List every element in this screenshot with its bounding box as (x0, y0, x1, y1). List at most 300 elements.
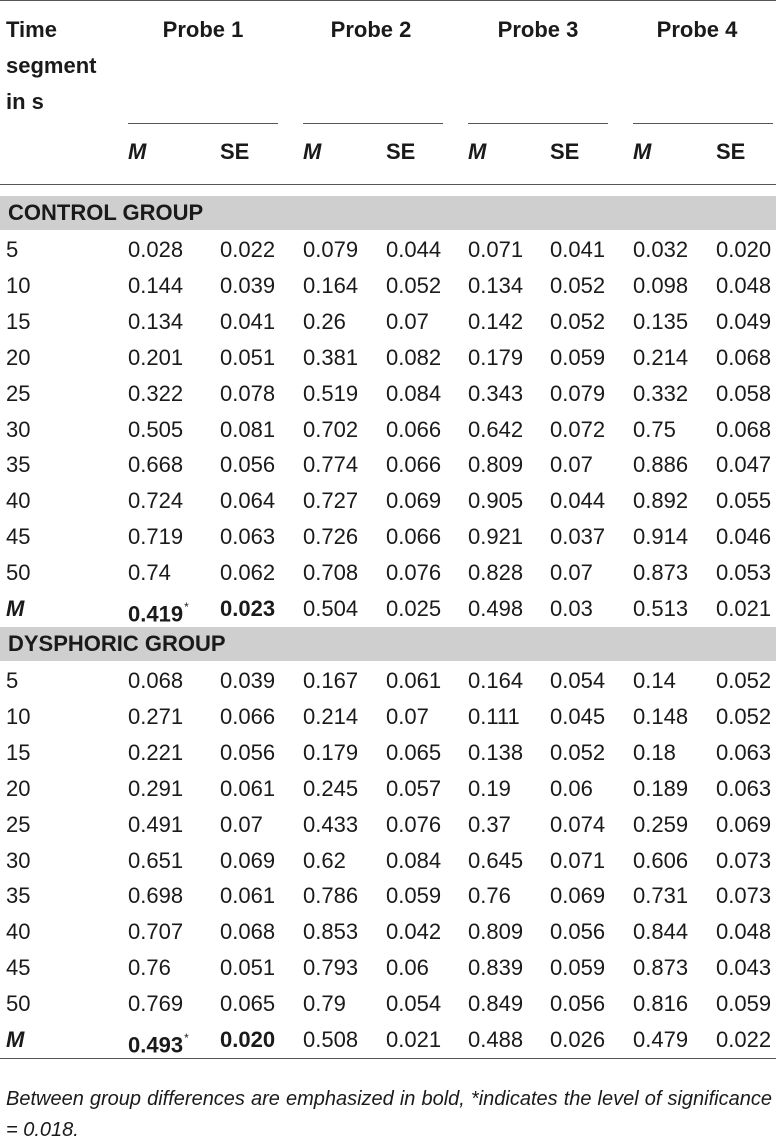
cell-text: 0.731 (633, 883, 689, 909)
mean-value-cell (303, 232, 358, 268)
mean-value-cell (468, 483, 523, 519)
cell-text: 0.816 (633, 991, 689, 1017)
cell-text: 15 (6, 308, 31, 334)
mean-value-cell (633, 1022, 688, 1058)
probe-2-m-header: M (303, 139, 322, 164)
se-value-cell (386, 843, 441, 879)
cell-text: 0.063 (220, 524, 276, 550)
time-header-line-1: Time (6, 17, 57, 42)
cell-text: 0.061 (220, 775, 276, 801)
mean-value-cell (303, 591, 358, 627)
cell-text: 0.03 (550, 596, 593, 621)
time-segment-cell (6, 950, 30, 986)
se-value-cell (220, 232, 275, 268)
significance-marker: * (184, 600, 189, 614)
mean-value-cell (128, 555, 171, 591)
cell-text: 0.084 (386, 380, 442, 406)
cell-text: 10 (6, 703, 31, 729)
se-value-cell (220, 376, 275, 412)
table-row (0, 878, 776, 914)
cell-text: 0.37 (468, 811, 511, 837)
table-row (0, 771, 776, 807)
se-value-cell (550, 591, 593, 627)
cell-text: 0.07 (386, 308, 429, 334)
mean-value-cell (468, 591, 523, 627)
mean-value-cell (468, 914, 523, 950)
se-value-cell (386, 663, 441, 699)
se-value-cell (550, 878, 605, 914)
se-value-cell (550, 483, 605, 519)
cell-text: 0.774 (303, 452, 359, 478)
time-segment-cell (6, 986, 30, 1022)
se-value-cell (716, 878, 771, 914)
mean-value-cell (303, 663, 358, 699)
cell-text: 0.698 (128, 883, 184, 909)
cell-text: 0.049 (716, 308, 772, 334)
time-segment-cell (6, 268, 30, 304)
mean-value-cell (468, 447, 523, 483)
cell-text: 0.702 (303, 416, 359, 442)
cell-text: 0.039 (220, 272, 276, 298)
mean-value-cell (633, 232, 688, 268)
cell-text: 0.057 (386, 775, 442, 801)
cell-text: 0.059 (716, 991, 772, 1017)
cell-text: 0.048 (716, 919, 772, 945)
cell-text: 0.078 (220, 380, 276, 406)
cell-text: 0.645 (468, 847, 524, 873)
cell-text: 35 (6, 452, 31, 478)
mean-label (6, 591, 24, 627)
mean-value-cell (468, 699, 520, 735)
cell-text: 0.828 (468, 560, 524, 586)
cell-text: 0.148 (633, 703, 689, 729)
cell-text: 0.769 (128, 991, 184, 1017)
cell-text: 0.708 (303, 560, 359, 586)
cell-text: 0.047 (716, 452, 772, 478)
cell-text: 0.052 (716, 703, 772, 729)
mean-value-cell (128, 340, 183, 376)
mean-value-cell (468, 304, 523, 340)
cell-text: 0.221 (128, 739, 184, 765)
mean-value-cell (128, 447, 183, 483)
mean-value-cell (128, 807, 183, 843)
se-value-cell (550, 1022, 605, 1058)
cell-text: 0.498 (468, 596, 524, 621)
probe-2-header: Probe 2 (330, 17, 412, 42)
cell-text: 0.079 (550, 380, 606, 406)
cell-text: 50 (6, 560, 31, 586)
cell-text: 5 (6, 237, 19, 262)
mean-value-cell (633, 986, 688, 1022)
mean-value-cell (303, 771, 358, 807)
cell-text: 0.135 (633, 308, 689, 334)
mean-label (6, 1022, 24, 1058)
mean-value-cell (633, 483, 688, 519)
table-row (0, 843, 776, 879)
cell-text: 0.069 (220, 847, 276, 873)
mean-value-cell (633, 268, 688, 304)
se-value-cell (220, 807, 263, 843)
cell-text: 0.167 (303, 668, 359, 693)
mean-value-cell (633, 340, 688, 376)
cell-text: 0.041 (550, 237, 606, 262)
cell-text: 0.020 (220, 1027, 276, 1052)
se-value-cell (716, 735, 771, 771)
probe-4-underline (633, 123, 773, 124)
cell-text: 0.059 (550, 955, 606, 981)
probe-3-m-header: M (468, 139, 487, 164)
cell-text: 0.19 (468, 775, 511, 801)
cell-text: 0.873 (633, 955, 689, 981)
time-segment-cell (6, 483, 30, 519)
mean-value-cell (468, 735, 523, 771)
mean-value-cell (128, 699, 183, 735)
se-value-cell (550, 986, 605, 1022)
cell-text: 0.059 (550, 344, 606, 370)
se-value-cell (386, 771, 441, 807)
cell-text: 0.042 (386, 919, 442, 945)
cell-text: 0.064 (220, 488, 276, 514)
cell-text: M (6, 596, 25, 621)
mean-value-cell (468, 950, 523, 986)
cell-text: 25 (6, 380, 31, 406)
cell-text: 0.073 (716, 883, 772, 909)
cell-text: 0.021 (386, 1027, 442, 1052)
cell-text: 35 (6, 883, 31, 909)
cell-text: 0.071 (550, 847, 606, 873)
cell-text: 0.051 (220, 344, 276, 370)
cell-text: 0.026 (550, 1027, 606, 1052)
se-value-cell (220, 986, 275, 1022)
se-value-cell (386, 699, 429, 735)
time-segment-cell (6, 843, 30, 879)
cell-text: 0.179 (468, 344, 524, 370)
mean-value-cell (468, 986, 523, 1022)
cell-text: 0.051 (220, 955, 276, 981)
significance-marker: * (184, 1031, 189, 1045)
cell-text: 0.07 (550, 452, 593, 478)
cell-text: 0.028 (128, 237, 184, 262)
time-segment-cell (6, 340, 30, 376)
se-value-cell (716, 699, 771, 735)
cell-text: 0.144 (128, 272, 184, 298)
table-row (0, 807, 776, 843)
mean-value-cell (128, 268, 183, 304)
table-row (0, 950, 776, 986)
se-value-cell (550, 412, 605, 448)
mean-value-cell (128, 878, 183, 914)
mean-value-cell (468, 807, 511, 843)
cell-text: 0.809 (468, 452, 524, 478)
mean-value-cell (303, 735, 358, 771)
cell-text: 0.433 (303, 811, 359, 837)
time-segment-cell (6, 555, 30, 591)
cell-text: 0.07 (220, 811, 263, 837)
se-value-cell (716, 340, 771, 376)
se-value-cell (386, 591, 441, 627)
se-value-cell (716, 483, 771, 519)
mean-value-cell (128, 304, 183, 340)
cell-text: 20 (6, 344, 31, 370)
time-segment-cell (6, 735, 30, 771)
mean-value-cell (303, 340, 358, 376)
table-row (0, 412, 776, 448)
se-value-cell (386, 519, 441, 555)
mean-value-cell (303, 950, 358, 986)
se-value-cell (386, 340, 441, 376)
cell-text: 0.111 (468, 703, 520, 729)
cell-text: 0.045 (550, 703, 606, 729)
cell-text: 0.214 (633, 344, 689, 370)
cell-text: 45 (6, 524, 31, 550)
se-value-cell (220, 340, 275, 376)
se-value-cell (220, 519, 275, 555)
probe-1-se-header: SE (220, 139, 250, 164)
cell-text: 10 (6, 272, 31, 298)
cell-text: 20 (6, 775, 31, 801)
cell-text: 5 (6, 668, 19, 693)
cell-text: 0.164 (468, 668, 524, 693)
cell-text: 0.052 (550, 739, 606, 765)
cell-text: 0.052 (550, 308, 606, 334)
cell-text: 0.873 (633, 560, 689, 586)
mean-value-cell (128, 771, 183, 807)
se-value-cell (386, 807, 441, 843)
cell-text: 0.066 (386, 452, 442, 478)
se-value-cell (220, 735, 275, 771)
se-value-cell (716, 268, 771, 304)
time-segment-cell (6, 878, 30, 914)
mean-value-cell (468, 519, 523, 555)
se-value-cell (220, 555, 275, 591)
se-value-cell (550, 304, 605, 340)
cell-text: 0.74 (128, 560, 171, 586)
mean-value-cell (633, 699, 688, 735)
se-value-cell (716, 304, 771, 340)
cell-text: 0.084 (386, 847, 442, 873)
mean-value-cell (468, 771, 511, 807)
cell-text: 0.914 (633, 524, 689, 550)
mean-value-cell (468, 1022, 523, 1058)
cell-text: 0.853 (303, 919, 359, 945)
cell-text: 0.079 (303, 237, 359, 262)
time-segment-cell (6, 914, 30, 950)
time-header-line-2: segment (6, 53, 97, 78)
cell-text: 0.053 (716, 560, 772, 586)
mean-value-cell (128, 986, 183, 1022)
se-value-cell (220, 447, 275, 483)
se-value-cell (386, 412, 441, 448)
se-value-cell (716, 232, 771, 268)
table-row (0, 340, 776, 376)
se-value-cell (386, 483, 441, 519)
se-value-cell (550, 950, 605, 986)
cell-text: 0.271 (128, 703, 184, 729)
mean-value-cell (633, 807, 688, 843)
cell-text: 0.021 (716, 596, 772, 621)
se-value-cell (716, 412, 771, 448)
se-value-cell (716, 376, 771, 412)
group-header-band (0, 196, 776, 230)
se-value-cell (220, 699, 275, 735)
mean-value-cell (633, 950, 688, 986)
table-row (0, 447, 776, 483)
cell-text: 0.07 (550, 560, 593, 586)
se-value-cell (550, 663, 605, 699)
cell-text: 0.18 (633, 739, 676, 765)
se-value-cell (220, 483, 275, 519)
mean-value-cell (633, 771, 688, 807)
cell-text: 0.066 (220, 703, 276, 729)
cell-text: 0.651 (128, 847, 184, 873)
cell-text: 0.098 (633, 272, 689, 298)
mean-value-cell (303, 699, 358, 735)
cell-text: 0.668 (128, 452, 184, 478)
cell-text: 0.066 (386, 416, 442, 442)
cell-text: 0.504 (303, 596, 359, 621)
cell-text: 0.62 (303, 847, 346, 873)
se-value-cell (550, 232, 605, 268)
cell-text: 50 (6, 991, 31, 1017)
se-value-cell (386, 735, 441, 771)
cell-text: 0.724 (128, 488, 184, 514)
cell-text: 40 (6, 488, 31, 514)
cell-text: 0.508 (303, 1027, 359, 1052)
se-value-cell (716, 555, 771, 591)
se-value-cell (716, 519, 771, 555)
cell-text: 45 (6, 955, 31, 981)
se-value-cell (716, 986, 771, 1022)
cell-text: 0.179 (303, 739, 359, 765)
se-value-cell (386, 304, 429, 340)
cell-text: 0.322 (128, 380, 184, 406)
se-value-cell (716, 663, 771, 699)
se-value-cell (550, 376, 605, 412)
cell-text: 40 (6, 919, 31, 945)
mean-value-cell (128, 663, 183, 699)
cell-text: 0.06 (386, 955, 429, 981)
se-value-cell (220, 950, 275, 986)
mean-value-cell (633, 304, 688, 340)
mean-row (0, 1022, 776, 1058)
se-value-cell (716, 807, 771, 843)
cell-text: 30 (6, 847, 31, 873)
time-segment-cell (6, 663, 18, 699)
cell-text: 0.052 (550, 272, 606, 298)
mean-value-cell (303, 483, 358, 519)
cell-text: 0.849 (468, 991, 524, 1017)
cell-text: 0.069 (550, 883, 606, 909)
se-value-cell (716, 914, 771, 950)
cell-text: 0.479 (633, 1027, 689, 1052)
se-value-cell (386, 555, 441, 591)
se-value-cell (220, 268, 275, 304)
cell-text: 0.044 (550, 488, 606, 514)
probe-3-underline (468, 123, 608, 124)
probe-2-underline (303, 123, 443, 124)
cell-text: 0.068 (716, 416, 772, 442)
cell-text: 0.032 (633, 237, 689, 262)
se-value-cell (220, 663, 275, 699)
cell-text: 0.79 (303, 991, 346, 1017)
cell-text: 0.048 (716, 272, 772, 298)
cell-text: 0.058 (716, 380, 772, 406)
mean-value-cell (128, 735, 183, 771)
cell-text: 0.505 (128, 416, 184, 442)
table-row (0, 555, 776, 591)
cell-text: 0.071 (468, 237, 524, 262)
se-value-cell (550, 699, 605, 735)
table-row (0, 663, 776, 699)
se-value-cell (716, 950, 771, 986)
cell-text: 0.839 (468, 955, 524, 981)
cell-text: 0.059 (386, 883, 442, 909)
se-value-cell (550, 555, 593, 591)
time-segment-cell (6, 447, 30, 483)
cell-text: 0.164 (303, 272, 359, 298)
se-value-cell (386, 232, 441, 268)
cell-text: 0.037 (550, 524, 606, 550)
mean-value-cell (303, 914, 358, 950)
cell-text: 0.068 (220, 919, 276, 945)
cell-text: 0.642 (468, 416, 524, 442)
mean-value-cell (633, 519, 688, 555)
cell-text: 0.025 (386, 596, 442, 621)
mean-value-cell (128, 483, 183, 519)
se-value-cell (550, 771, 593, 807)
cell-text: 0.245 (303, 775, 359, 801)
cell-text: 0.066 (386, 524, 442, 550)
se-value-cell (386, 950, 429, 986)
cell-text: 0.201 (128, 344, 184, 370)
cell-text: 0.052 (386, 272, 442, 298)
cell-text: 0.189 (633, 775, 689, 801)
cell-text: 0.921 (468, 524, 524, 550)
table-row (0, 735, 776, 771)
cell-text: 0.14 (633, 668, 676, 693)
se-value-cell (386, 1022, 441, 1058)
mean-value-cell (303, 555, 358, 591)
cell-text: 0.291 (128, 775, 184, 801)
cell-text: 0.707 (128, 919, 184, 945)
se-value-cell (550, 447, 593, 483)
se-value-cell (550, 340, 605, 376)
se-value-cell (220, 304, 275, 340)
cell-text: 0.056 (550, 991, 606, 1017)
mean-value-cell (633, 735, 676, 771)
time-segment-cell (6, 807, 30, 843)
cell-text: 0.022 (716, 1027, 772, 1052)
se-value-cell (220, 412, 275, 448)
cell-text: 0.259 (633, 811, 689, 837)
probe-1-m-header: M (128, 139, 147, 164)
mean-value-cell (468, 340, 523, 376)
cell-text: 0.065 (220, 991, 276, 1017)
cell-text: 0.046 (716, 524, 772, 550)
probe-4-m-header: M (633, 139, 652, 164)
se-value-cell (550, 735, 605, 771)
time-segment-cell (6, 412, 30, 448)
se-value-cell (550, 843, 605, 879)
se-value-cell (550, 807, 605, 843)
mean-value-cell (303, 807, 358, 843)
mean-value-cell (633, 555, 688, 591)
cell-text: 0.023 (220, 596, 276, 621)
cell-text: 0.055 (716, 488, 772, 514)
cell-text: 0.054 (550, 668, 606, 693)
cell-text: 0.488 (468, 1027, 524, 1052)
se-value-cell (716, 771, 771, 807)
